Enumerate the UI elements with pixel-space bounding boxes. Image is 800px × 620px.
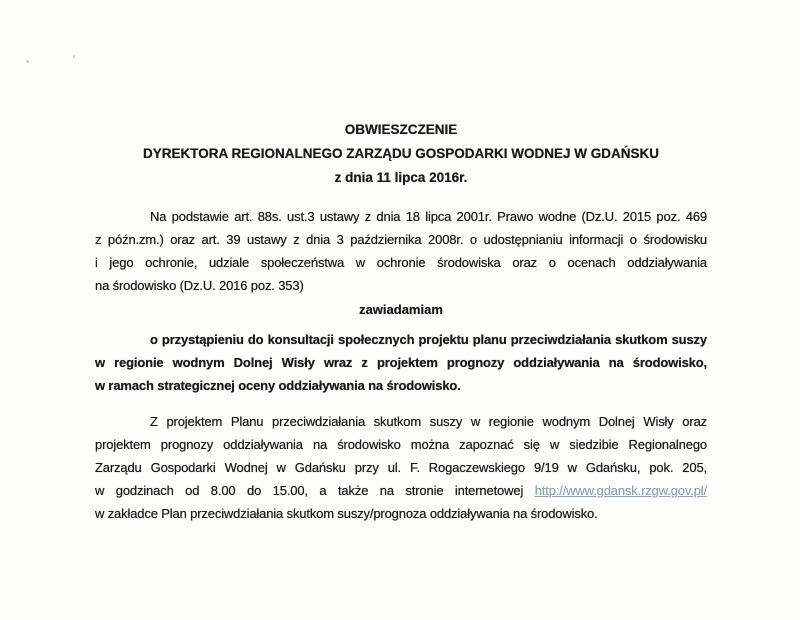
scan-speck — [26, 60, 29, 63]
text-line: Na podstawie art. 88s. ust.3 ustawy z dnia 18 lipca 2001r. Prawo wodne (Dz.U. 2015 poz. 469 — [150, 209, 707, 224]
text-segment: w godzinach od 8.00 do 15.00, a także na stronie internetowej — [95, 483, 524, 498]
paragraph-details — [95, 410, 707, 525]
keyword-zawiadamiam: zawiadamiam — [359, 302, 443, 317]
text-line-with-link — [95, 479, 707, 502]
heading-title: OBWIESZCZENIE — [344, 122, 458, 137]
text-line: w regionie wodnym Dolnej Wisły wraz z projektem prognozy oddziaływania na środowisko, — [95, 355, 707, 370]
text-line: z późn.zm.) oraz art. 39 ustawy z dnia 3 października 2008r. o udostępnianiu informacji o środowisku — [95, 232, 707, 247]
document-body — [95, 118, 707, 525]
website-link[interactable]: http://www.gdansk.rzgw.gov.pl/ — [534, 483, 707, 498]
paragraph-notice — [95, 328, 707, 397]
heading-date: z dnia 11 lipca 2016r. — [334, 170, 468, 185]
text-line: Zarządu Gospodarki Wodnej w Gdańsku przy ul. F. Rogaczewskiego 9/19 w Gdańsku, pok. 205, — [95, 460, 707, 475]
text-line: na środowisko (Dz.U. 2016 poz. 353) — [95, 278, 304, 293]
text-line: w zakładce Plan przeciwdziałania skutkom suszy/prognoza oddziaływania na środowisko. — [95, 506, 598, 521]
text-line: Z projektem Planu przeciwdziałania skutkom suszy w regionie wodnym Dolnej Wisły oraz — [150, 414, 707, 429]
scan-speck — [73, 55, 75, 58]
document-heading — [95, 118, 707, 190]
text-line: w ramach strategicznej oceny oddziaływania na środowisko. — [95, 378, 461, 393]
text-line: projektem prognozy oddziaływania na środowisko można zapoznać się w siedzibie Regionalnego — [95, 437, 707, 452]
text-line: i jego ochronie, udziale społeczeństwa w ochronie środowiska oraz o ocenach oddziaływania — [95, 255, 707, 270]
paragraph-legal-basis — [95, 205, 707, 297]
heading-issuer: DYREKTORA REGIONALNEGO ZARZĄDU GOSPODARKI WODNEJ W GDAŃSKU — [142, 146, 659, 161]
text-line: o przystąpieniu do konsultacji społecznych projektu planu przeciwdziałania skutkom suszy — [150, 332, 707, 347]
